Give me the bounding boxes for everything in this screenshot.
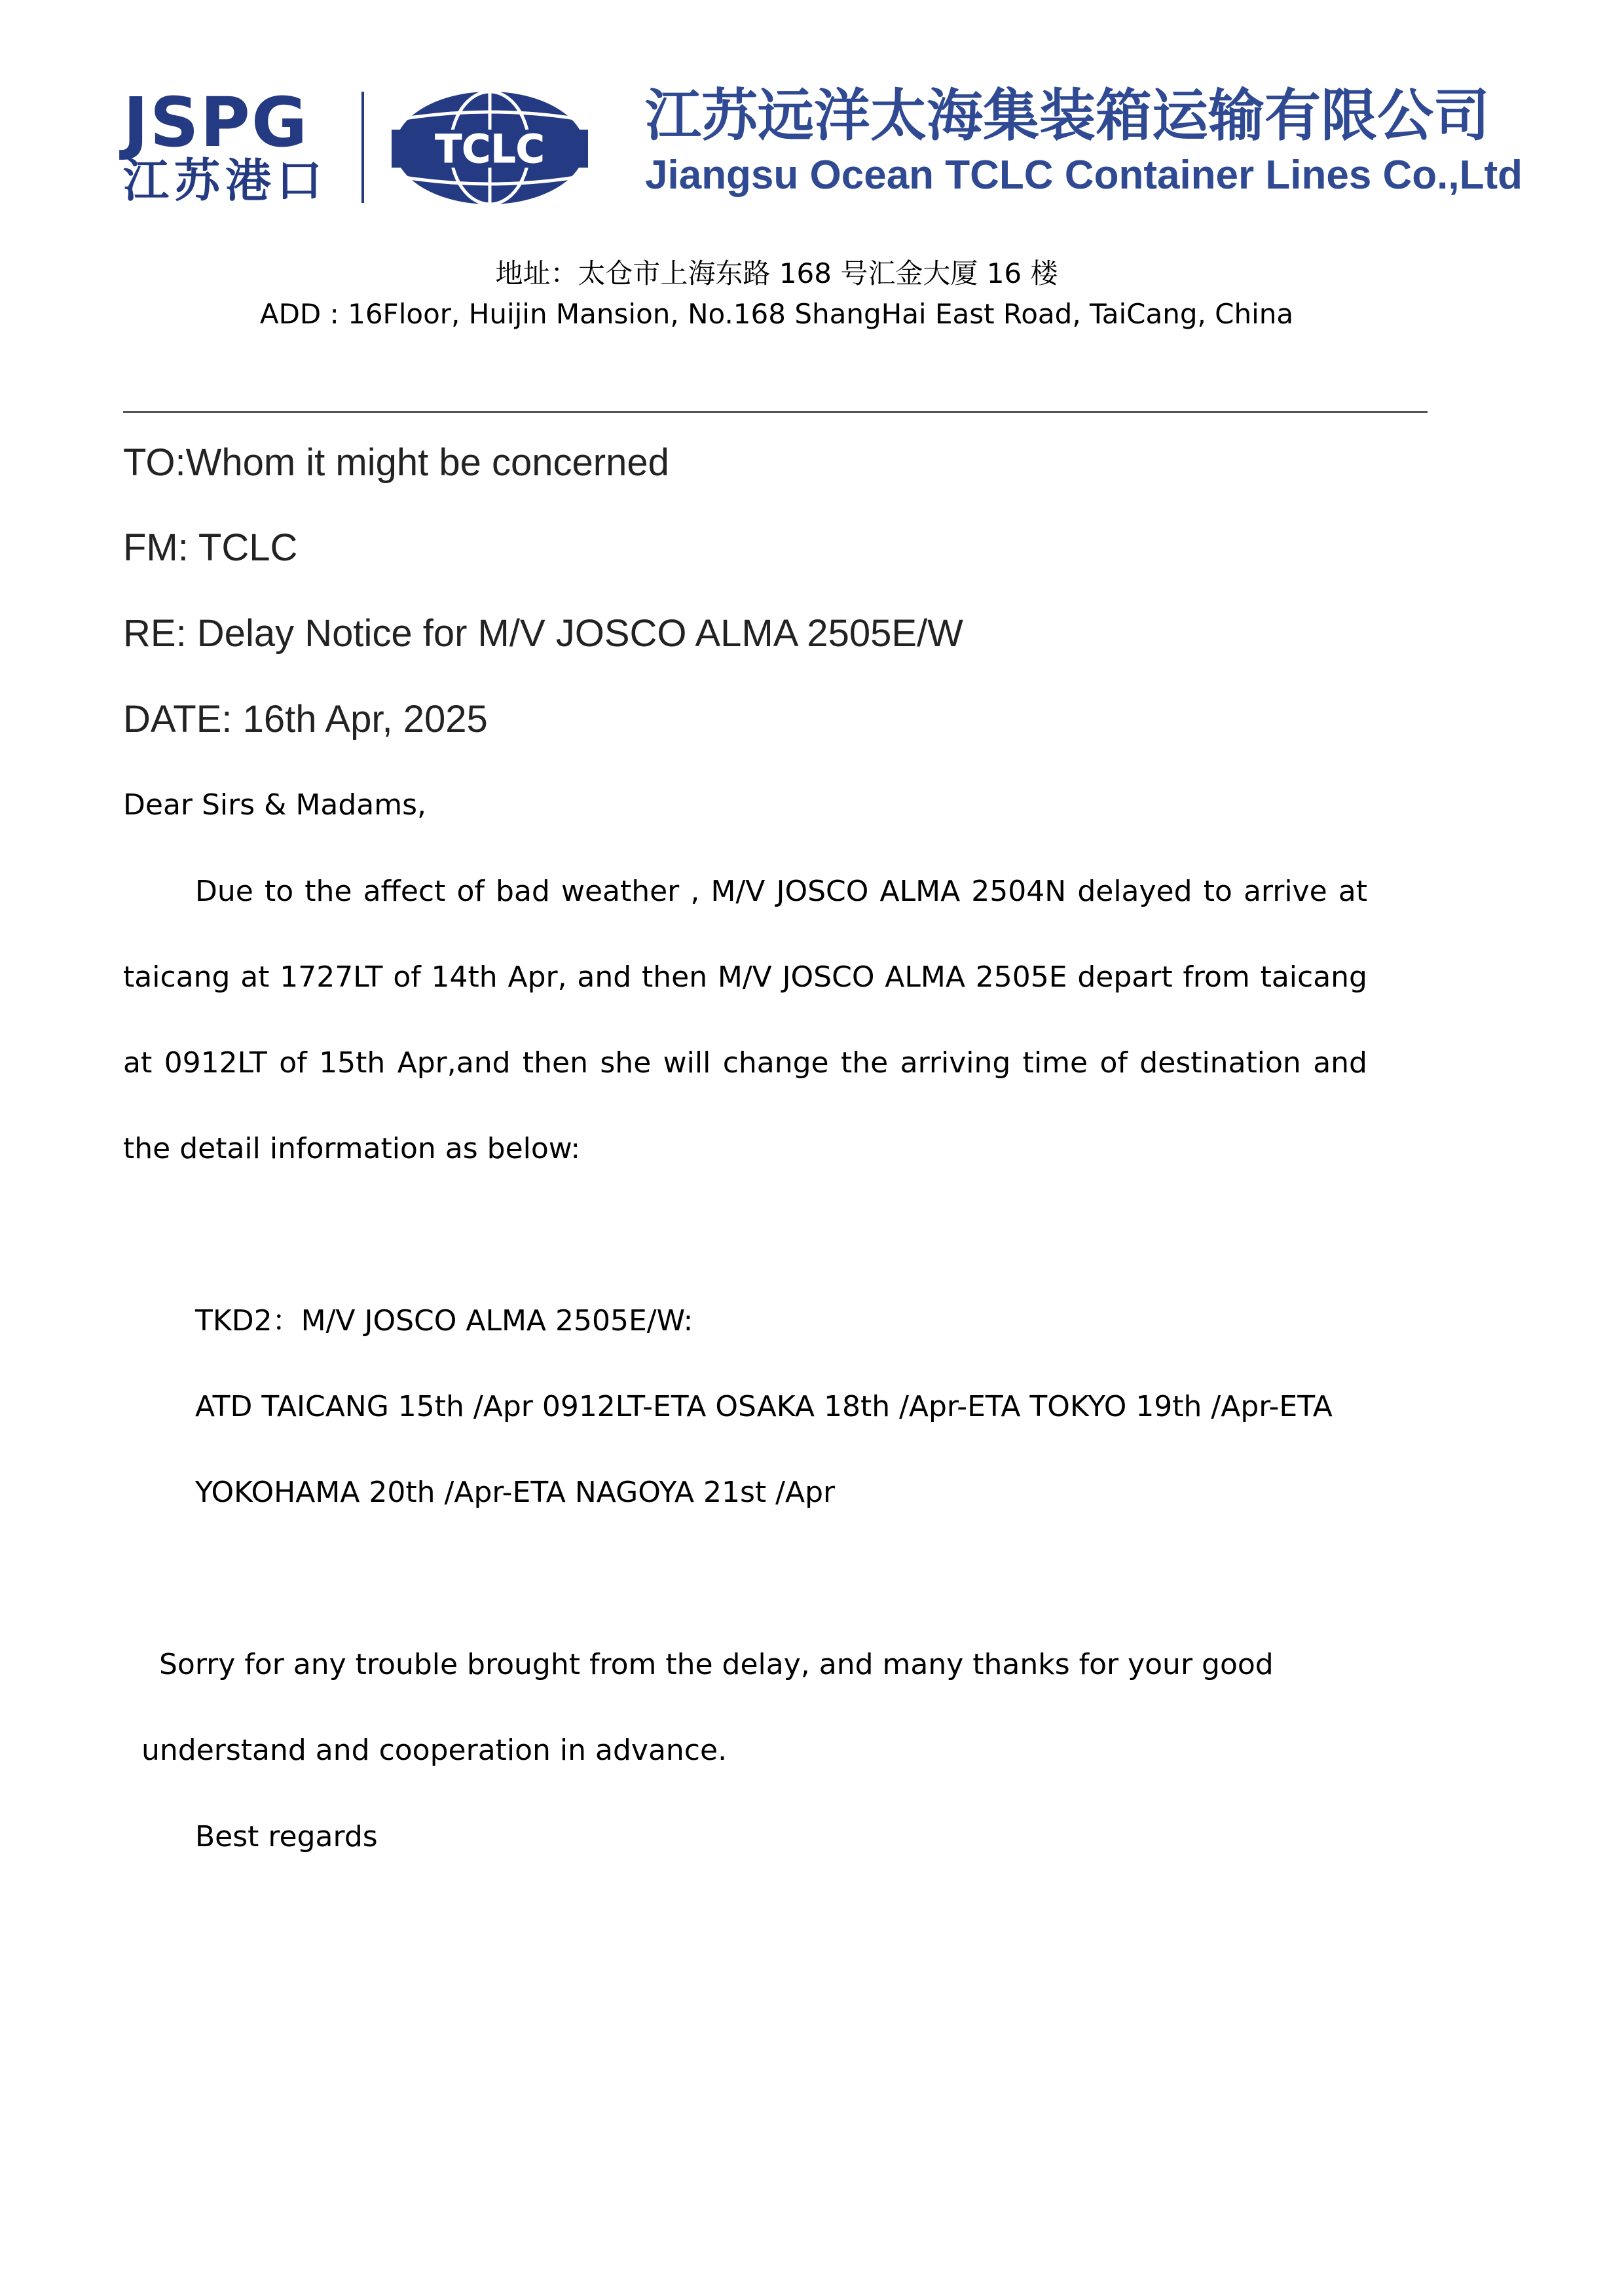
memo-from: FM: TCLC [123, 526, 298, 569]
paragraph-line: taicang at 1727LT of 14th Apr, and then M/V JOSCO ALMA 2505E depart from taicang [123, 960, 1367, 994]
paragraph-line: at 0912LT of 15th Apr,and then she will change the arriving time of destination and [123, 1046, 1367, 1080]
closing-line: understand and cooperation in advance. [141, 1734, 728, 1767]
schedule-line: ATD TAICANG 15th /Apr 0912LT-ETA OSAKA 18th /Apr-ETA TOKYO 19th /Apr-ETA [195, 1390, 1333, 1423]
company-name-cn: 江苏远洋太海集装箱运输有限公司 [645, 83, 1490, 149]
jspg-logo [123, 82, 346, 208]
paragraph-line: Due to the affect of bad weather , M/V JOSCO ALMA 2504N delayed to arrive at [195, 875, 1367, 908]
memo-to: TO:Whom it might be concerned [123, 441, 669, 484]
closing-line: Sorry for any trouble brought from the delay, and many thanks for your good [159, 1648, 1274, 1681]
jspg-logo-cn: 江苏港口 [123, 154, 327, 208]
tclc-logo-text: TCLC [435, 126, 545, 172]
tclc-logo [392, 89, 588, 207]
address-en: ADD : 16Floor, Huijin Mansion, No.168 ShangHai East Road, TaiCang, China [259, 298, 1294, 330]
memo-date: DATE: 16th Apr, 2025 [123, 698, 488, 740]
signoff: Best regards [195, 1820, 378, 1853]
tclc-globe-icon [392, 89, 588, 207]
company-name-en: Jiangsu Ocean TCLC Container Lines Co.,Ltd [645, 153, 1523, 198]
paragraph-line: the detail information as below: [123, 1132, 581, 1165]
schedule-line: YOKOHAMA 20th /Apr-ETA NAGOYA 21st /Apr [195, 1476, 836, 1509]
header-divider [123, 411, 1428, 413]
address-cn: 地址：太仓市上海东路 168 号汇金大厦 16 楼 [495, 257, 1058, 289]
memo-subject: RE: Delay Notice for M/V JOSCO ALMA 2505E/W [123, 612, 963, 655]
salutation: Dear Sirs & Madams, [123, 788, 427, 822]
logo-divider [361, 92, 364, 203]
schedule-title: TKD2：M/V JOSCO ALMA 2505E/W: [195, 1304, 693, 1338]
jspg-logo-letters: JSPG [123, 82, 309, 162]
